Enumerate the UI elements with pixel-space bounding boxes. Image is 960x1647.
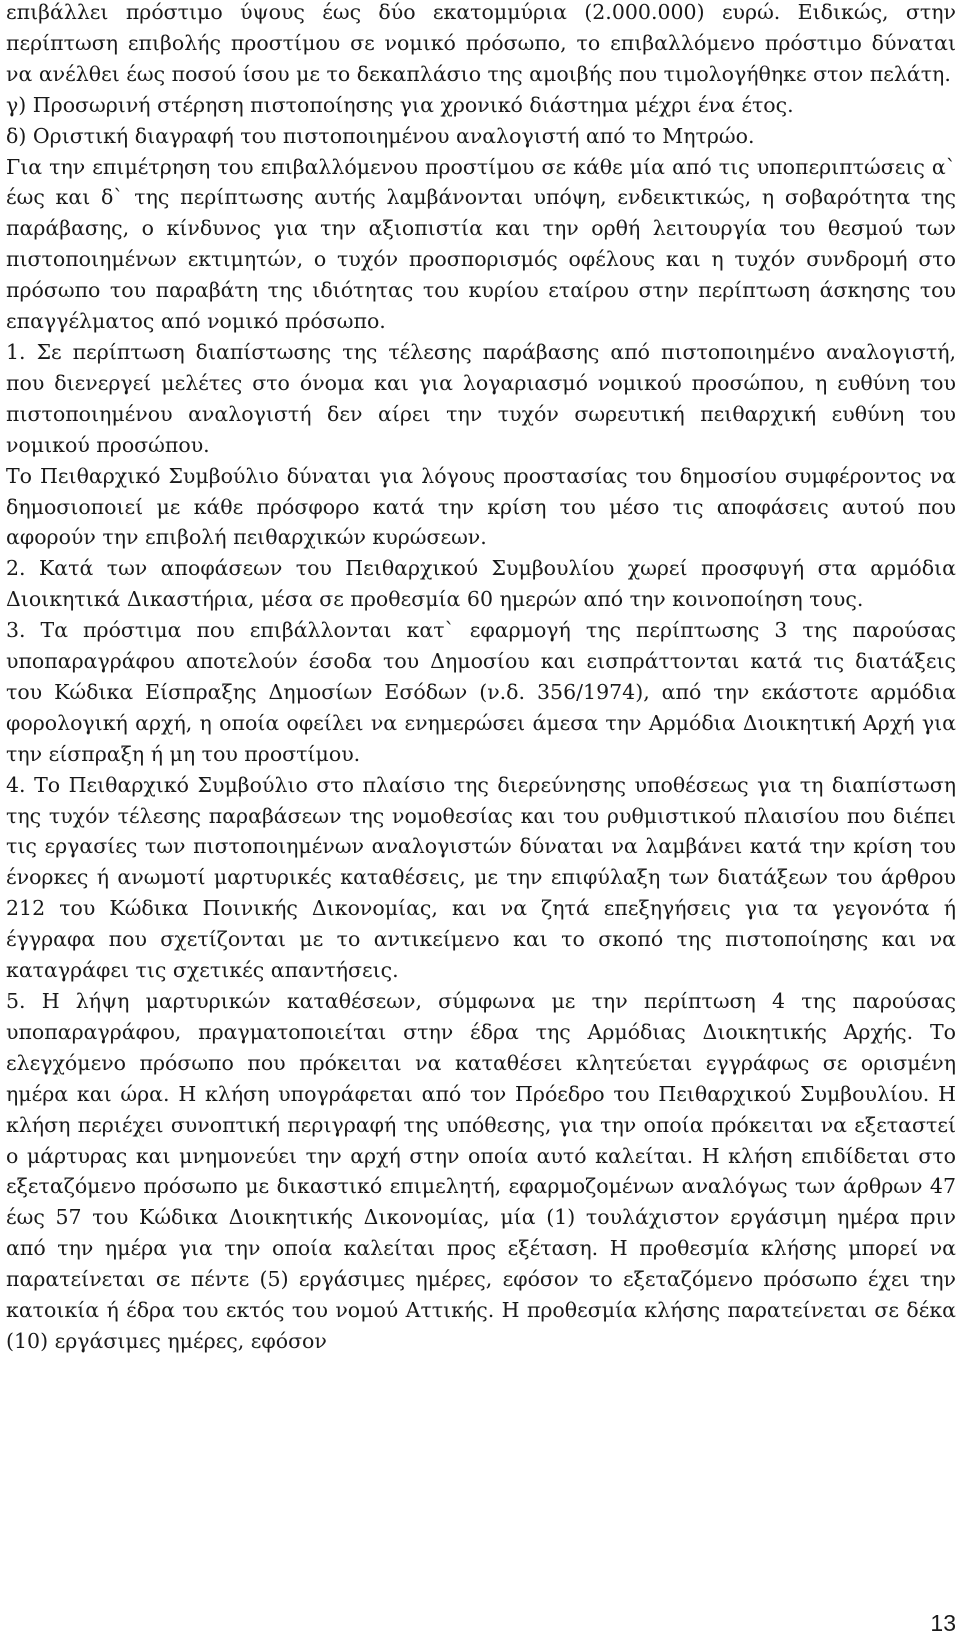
- paragraph-point-4: 4. Το Πειθαρχικό Συμβούλιο στο πλαίσιο της διερεύνησης υποθέσεως για τη διαπίστωση της τυχόν τέλεσης παραβάσεων της νομοθεσίας και του ρυθμιστικού πλαισίου που διέπει τις εργασίες των πιστοποιημένων αναλογιστών δύναται να λαμβάνει κατά την κρίση του ένορκες ή ανωμοτί μαρτυρικές καταθέσεις, με την επιφύλαξη των διατάξεων του άρθρου 212 του Κώδικα Ποινικής Δικονομίας, και να ζητά επεξηγήσεις για τα γεγονότα ή έγγραφα που σχετίζονται με το αντικείμενο και το σκοπό της πιστοποίησης και να καταγράφει τις σχετικές απαντήσεις.: [6, 772, 956, 983]
- paragraph-point-1: 1. Σε περίπτωση διαπίστωσης της τέλεσης παράβασης από πιστοποιημένο αναλογιστή, που διενεργεί μελέτες στο όνομα και για λογαριασμό νομικού προσώπου, η ευθύνη του πιστοποιημένου αναλογιστή δεν αίρει την τυχόν σωρευτική πειθαρχική ευθύνη του νομικού προσώπου.: [6, 339, 956, 457]
- document-body: [6, 0, 956, 1357]
- paragraph-item-delta: δ) Οριστική διαγραφή του πιστοποιημένου αναλογιστή από το Μητρώο.: [6, 123, 755, 148]
- paragraph-point-2: 2. Κατά των αποφάσεων του Πειθαρχικού Συμβουλίου χωρεί προσφυγή στα αρμόδια Διοικητικά Δικαστήρια, μέσα σε προθεσμία 60 ημερών από την κοινοποίηση τους.: [6, 556, 956, 612]
- paragraph-fine-assessment: Για την επιμέτρηση του επιβαλλόμενου προστίμου σε κάθε μία από τις υποπεριπτώσεις α` έως και δ` της περίπτωσης αυτής λαμβάνονται υπόψη, ενδεικτικώς, η σοβαρότητα της παράβασης, ο κίνδυνος για την αξιοπιστία και την ορθή λειτουργία του θεσμού των πιστοποιημένων εκτιμητών, ο τυχόν προσπορισμός οφέλους και η τυχόν συνδρομή στο πρόσωπο του παραβάτη της ιδιότητας του κυρίου εταίρου στην περίπτωση άσκησης του επαγγέλματος από νομικό πρόσωπο.: [6, 154, 956, 334]
- paragraph-item-gamma: γ) Προσωρινή στέρηση πιστοποίησης για χρονικό διάστημα μέχρι ένα έτος.: [6, 92, 794, 117]
- paragraph-point-3: 3. Τα πρόστιμα που επιβάλλονται κατ` εφαρμογή της περίπτωσης 3 της παρούσας υποπαραγράφου αποτελούν έσοδα του Δημοσίου και εισπράττονται κατά τις διατάξεις του Κώδικα Είσπραξης Δημοσίων Εσόδων (ν.δ. 356/1974), από την εκάστοτε αρμόδια φορολογική αρχή, η οποία οφείλει να ενημερώσει άμεσα την Αρμόδια Διοικητική Αρχή για την είσπραξη ή μη του προστίμου.: [6, 618, 956, 766]
- page-number: 13: [930, 1610, 956, 1636]
- paragraph-fine-continuation: επιβάλλει πρόστιμο ύψους έως δύο εκατομμύρια (2.000.000) ευρώ. Ειδικώς, στην περίπτωση επιβολής προστίμου σε νομικό πρόσωπο, το επιβαλλόμενο πρόστιμο δύναται να ανέλθει έως ποσού ίσου με το δεκαπλάσιο της αμοιβής που τιμολογήθηκε στον πελάτη.: [6, 0, 956, 86]
- paragraph-point-5: 5. Η λήψη μαρτυρικών καταθέσεων, σύμφωνα με την περίπτωση 4 της παρούσας υποπαραγράφου, πραγματοποιείται στην έδρα της Αρμόδιας Διοικητικής Αρχής. Το ελεγχόμενο πρόσωπο που πρόκειται να καταθέσει κλητεύεται εγγράφως σε ορισμένη ημέρα και ώρα. Η κλήση υπογράφεται από τον Πρόεδρο του Πειθαρχικού Συμβουλίου. Η κλήση περιέχει συνοπτική περιγραφή της υπόθεσης, για την οποία πρόκειται να εξεταστεί ο μάρτυρας και μνημονεύει την αρχή στην οποία αυτό καλείται. Η κλήση επιδίδεται στο εξεταζόμενο πρόσωπο με δικαστικό επιμελητή, εφαρμοζομένων αναλόγως των άρθρων 47 έως 57 του Κώδικα Διοικητικής Δικονομίας, μία (1) τουλάχιστον εργάσιμη ημέρα πριν από την ημέρα για την οποία καλείται προς εξέταση. Η προθεσμία κλήσης μπορεί να παρατείνεται σε πέντε (5) εργάσιμες ημέρες, εφόσον το εξεταζόμενο πρόσωπο έχει την κατοικία ή έδρα του εκτός του νομού Αττικής. Η προθεσμία κλήσης παρατείνεται σε δέκα (10) εργάσιμες ημέρες, εφόσον: [6, 989, 956, 1353]
- paragraph-publication: Το Πειθαρχικό Συμβούλιο δύναται για λόγους προστασίας του δημοσίου συμφέροντος να δημοσιοποιεί με κάθε πρόσφορο κατά την κρίση του μέσο τις αποφάσεις αυτού που αφορούν την επιβολή πειθαρχικών κυρώσεων.: [6, 463, 956, 550]
